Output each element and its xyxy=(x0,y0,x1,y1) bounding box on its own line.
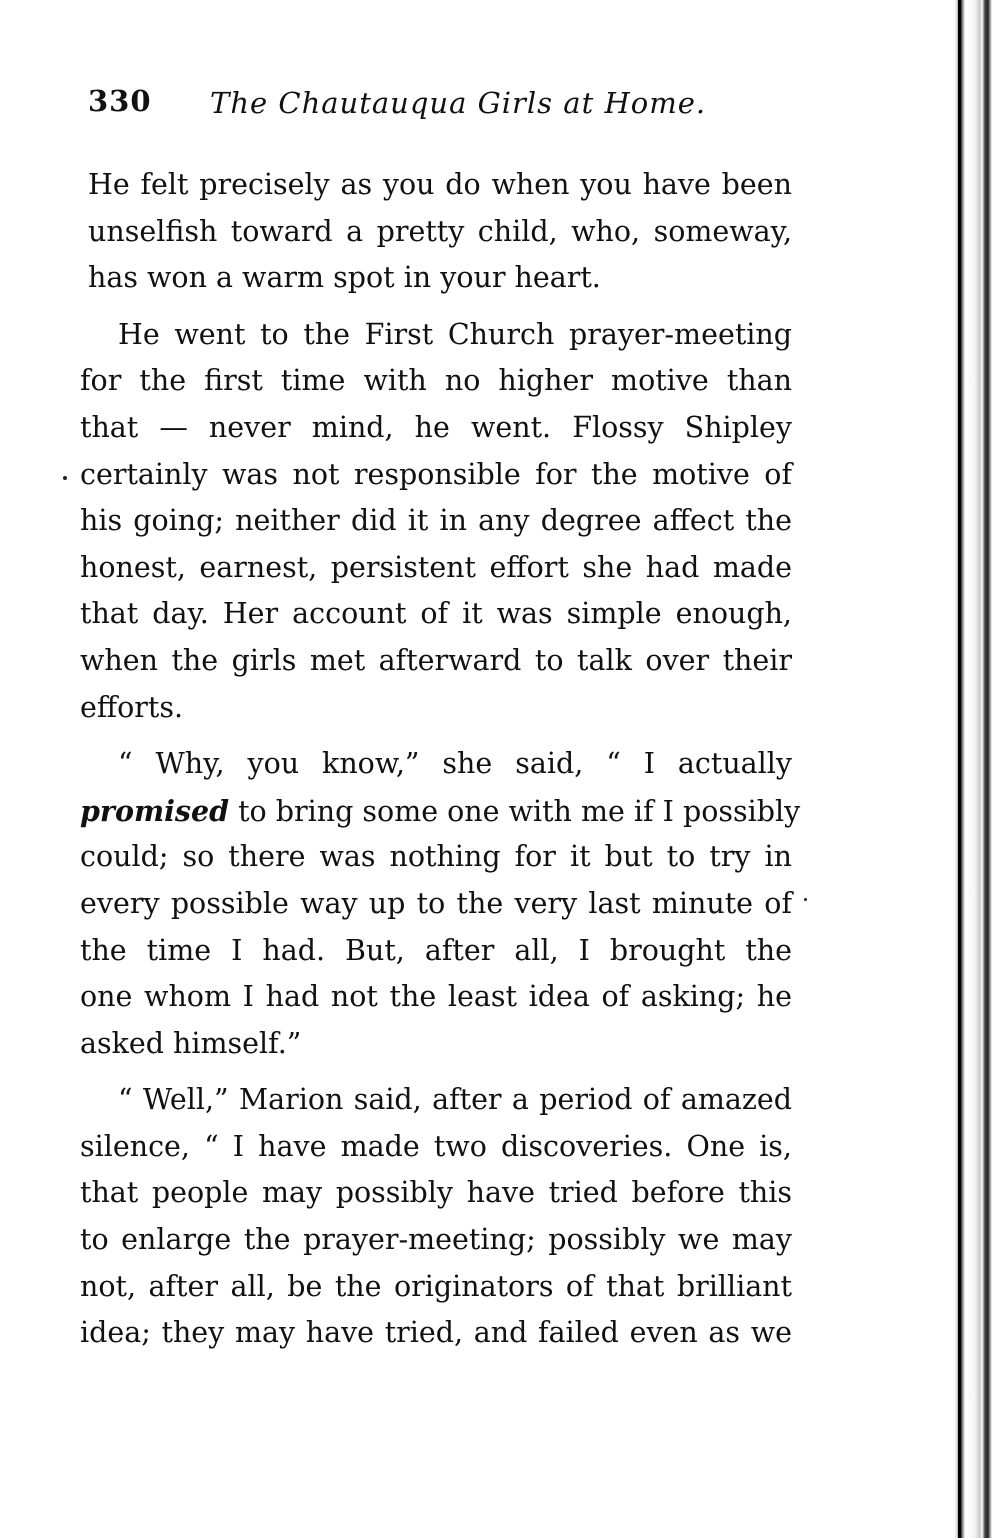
paragraph-2 xyxy=(80,312,792,731)
text-line: idea; they may have tried, and failed even as we xyxy=(80,1316,792,1350)
body-text xyxy=(80,162,801,1367)
text-line: when the girls met afterward to talk over their xyxy=(80,643,792,677)
book-binding-edge xyxy=(958,0,961,1538)
text-line: one whom I had not the least idea of asking; he xyxy=(80,980,792,1014)
text-line: He felt precisely as you do when you have been xyxy=(88,168,792,201)
text-line: “ Why, you know,” she said, “ I actually xyxy=(118,747,792,781)
text-line: efforts. xyxy=(80,690,184,724)
running-title: The Chautauqua Girls at Home. xyxy=(210,86,707,120)
page-header xyxy=(88,84,788,134)
text-line: honest, earnest, persistent effort she had made xyxy=(80,550,792,584)
text-line: the time I had. But, after all, I brought the xyxy=(80,933,792,967)
text-line: asked himself.” xyxy=(80,1026,302,1060)
text-line-with-emphasis xyxy=(80,788,801,835)
text-line: that people may possibly have tried before this xyxy=(80,1176,792,1210)
paragraph-1 xyxy=(80,162,792,302)
text-line: unselfish toward a pretty child, who, someway, xyxy=(88,214,792,248)
paragraph-3 xyxy=(80,741,801,1067)
print-speck xyxy=(63,476,67,480)
text-line: not, after all, be the originators of that brilliant xyxy=(80,1269,792,1303)
text-line: He went to the First Church prayer-meeting xyxy=(118,317,792,351)
text-line-rest: to bring some one with me if I possibly xyxy=(229,794,801,828)
text-line: silence, “ I have made two discoveries. One is, xyxy=(80,1129,792,1163)
page-number: 330 xyxy=(88,84,152,118)
text-line: that day. Her account of it was simple enough, xyxy=(80,597,792,631)
text-line: has won a warm spot in your heart. xyxy=(88,261,601,295)
print-speck xyxy=(804,898,807,901)
text-line: every possible way up to the very last minute of xyxy=(80,886,792,920)
text-line: could; so there was nothing for it but to try in xyxy=(80,840,792,874)
text-line: certainly was not responsible for the motive of xyxy=(80,457,792,491)
paragraph-4 xyxy=(80,1077,792,1357)
text-line: his going; neither did it in any degree affect the xyxy=(80,504,792,538)
text-line: for the first time with no higher motive than xyxy=(80,364,792,398)
emphasized-word: promised xyxy=(80,793,230,828)
text-line: “ Well,” Marion said, after a period of amazed xyxy=(118,1083,792,1117)
text-line: that — never mind, he went. Flossy Shipley xyxy=(80,410,792,444)
text-line: to enlarge the prayer-meeting; possibly we may xyxy=(80,1223,792,1257)
